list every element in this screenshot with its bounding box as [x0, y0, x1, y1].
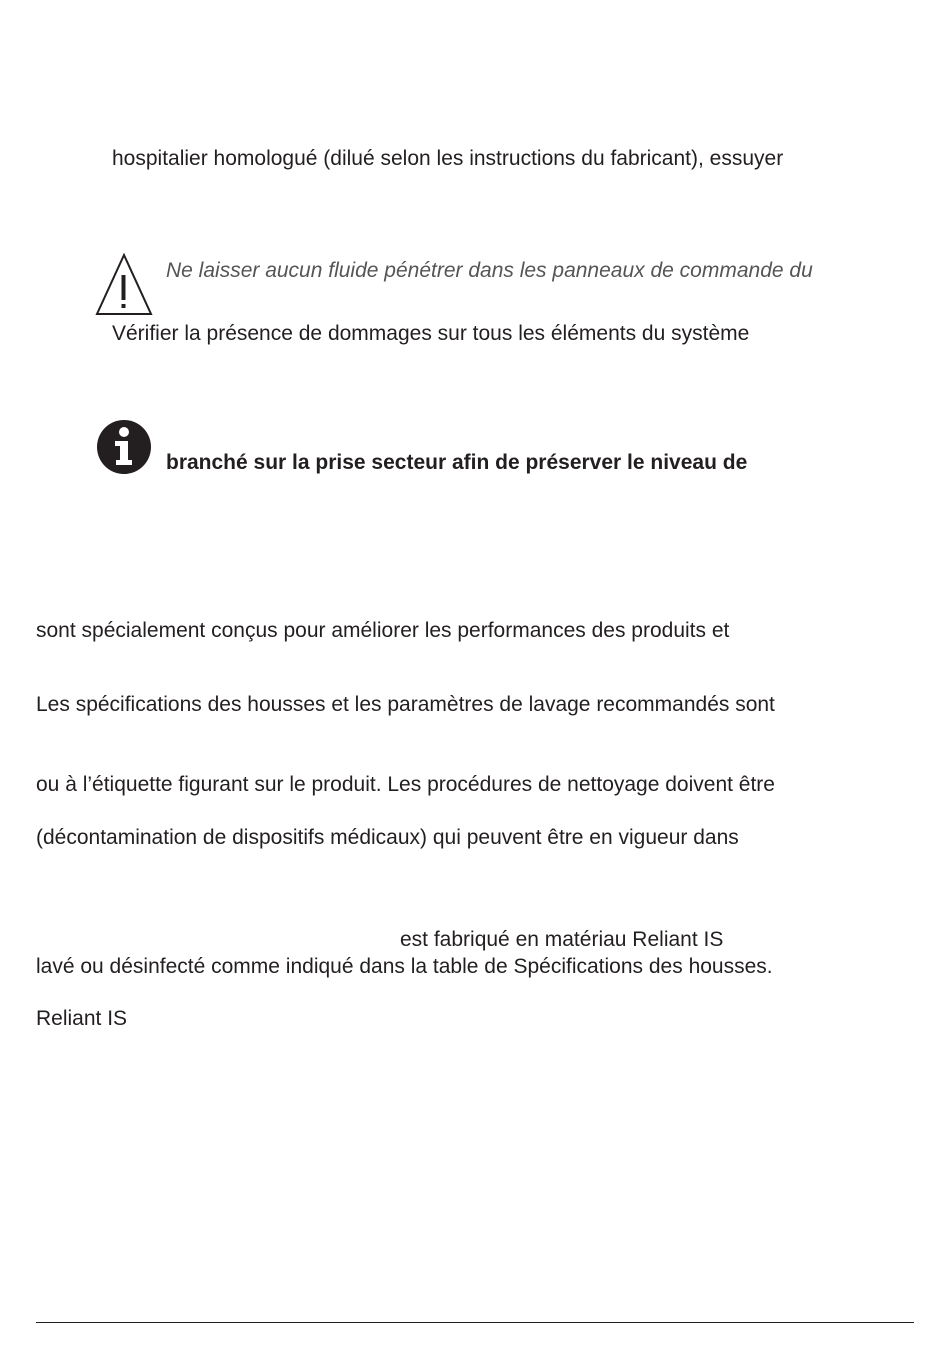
paragraph-line-6: lavé ou désinfecté comme indiqué dans la table de Spécifications des housses. — [36, 955, 773, 978]
warning-triangle-icon — [94, 253, 154, 322]
paragraph-line-2: Les spécifications des housses et les paramètres de lavage recommandés sont — [36, 693, 775, 716]
paragraph-line-3: ou à l’étiquette figurant sur le produit. Les procédures de nettoyage doivent être — [36, 773, 775, 796]
paragraph-line-1: sont spécialement conçus pour améliorer les performances des produits et — [36, 619, 730, 642]
footer-divider — [36, 1322, 914, 1323]
paragraph-line-5: est fabriqué en matériau Reliant IS — [400, 928, 724, 951]
info-circle-icon — [96, 419, 152, 480]
text-line-damage-check: Vérifier la présence de dommages sur tous les éléments du système — [112, 322, 750, 345]
info-text: branché sur la prise secteur afin de préserver le niveau de — [166, 451, 748, 474]
text-line-cleaning: hospitalier homologué (dilué selon les instructions du fabricant), essuyer — [112, 147, 784, 170]
warning-text: Ne laisser aucun fluide pénétrer dans les panneaux de commande du — [166, 259, 813, 282]
paragraph-line-4: (décontamination de dispositifs médicaux) qui peuvent être en vigueur dans — [36, 826, 739, 849]
paragraph-line-7: Reliant IS — [36, 1007, 128, 1030]
